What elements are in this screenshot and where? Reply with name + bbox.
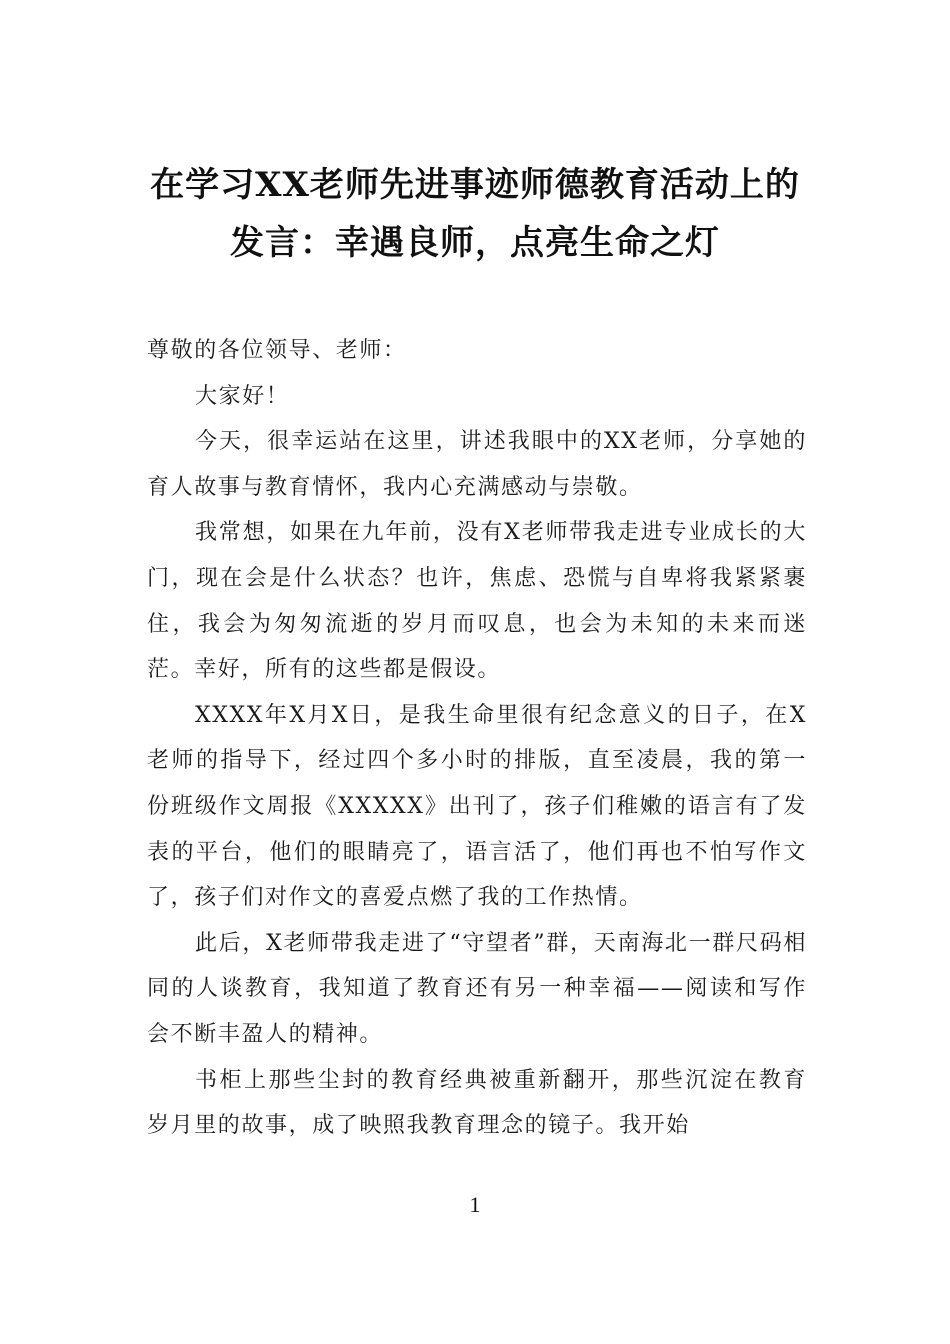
title-line-2: 发言：幸遇良师，点亮生命之灯	[230, 223, 720, 263]
paragraph-reflection: 我常想，如果在九年前，没有X老师带我走进专业成长的大门，现在会是什么状态？也许，焦虑、恐慌与自卑将我紧紧裹住，我会为匆匆流逝的岁月而叹息，也会为未知的未来而迷茫。幸好，所有的这些都是假设。	[147, 520, 807, 683]
paragraph-bookshelf: 书柜上那些尘封的教育经典被重新翻开，那些沉淀在教育岁月里的故事，成了映照我教育理念的镜子。我开始	[147, 1067, 807, 1139]
salutation: 尊敬的各位领导、老师：	[147, 338, 407, 363]
paragraph-first-newsletter: XXXX年X月X日，是我生命里很有纪念意义的日子，在X老师的指导下，经过四个多小时的排版，直至凌晨，我的第一份班级作文周报《XXXXX》出刊了，孩子们稚嫩的语言有了发表的平台，他们的眼睛亮了，语言活了，他们再也不怕写作文了，孩子们对作文的喜爱点燃了我的工作热情。	[147, 702, 807, 911]
paragraph-greeting: 大家好！	[195, 383, 290, 409]
paragraph-intro: 今天，很幸运站在这里，讲述我眼中的XX老师，分享她的育人故事与教育情怀，我内心充满感动与崇敬。	[147, 429, 807, 500]
page-number: 1	[469, 1192, 481, 1217]
document-body	[147, 328, 807, 1149]
document-title	[120, 156, 830, 272]
title-line-1: 在学习XX老师先进事迹师德教育活动上的	[150, 165, 800, 205]
paragraph-watchers-group: 此后，X老师带我走进了“守望者”群，天南海北一群尺码相同的人谈教育，我知道了教育还有另一种幸福——阅读和写作会不断丰盈人的精神。	[147, 930, 807, 1047]
